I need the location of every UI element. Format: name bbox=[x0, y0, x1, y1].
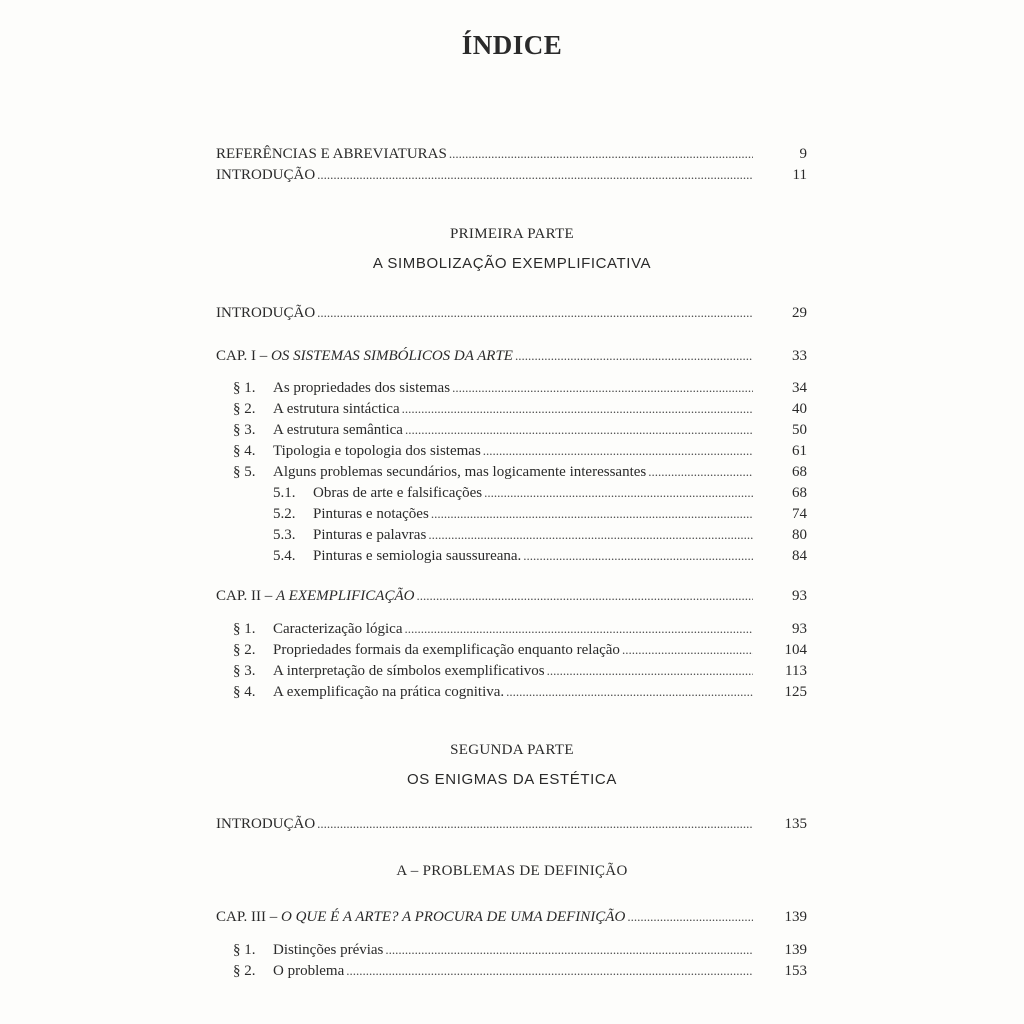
toc-entry-page: 33 bbox=[792, 348, 807, 364]
section-number: § 3. bbox=[233, 422, 256, 438]
section-label: O problema bbox=[273, 963, 345, 979]
toc-section[interactable] bbox=[233, 440, 807, 462]
toc-subsection[interactable] bbox=[273, 503, 807, 525]
section-number: § 5. bbox=[233, 464, 256, 480]
section-number: § 1. bbox=[233, 380, 256, 396]
section-label: A estrutura sintáctica bbox=[273, 401, 400, 417]
part-subtitle: OS ENIGMAS DA ESTÉTICA bbox=[407, 771, 617, 788]
leader-dots bbox=[515, 345, 753, 367]
section-label: Distinções prévias bbox=[273, 942, 384, 958]
toc-section[interactable] bbox=[233, 419, 807, 441]
toc-entry-page: 139 bbox=[784, 909, 807, 925]
chapter-prefix: CAP. I – bbox=[216, 348, 272, 364]
section-number: § 2. bbox=[233, 642, 256, 658]
leader-dots bbox=[416, 585, 753, 607]
toc-section[interactable] bbox=[233, 618, 807, 640]
leader-dots bbox=[622, 639, 753, 661]
toc-section[interactable] bbox=[233, 660, 807, 682]
toc-section[interactable] bbox=[233, 960, 807, 982]
section-page: 40 bbox=[792, 401, 807, 417]
leader-dots bbox=[405, 419, 753, 441]
section-label: As propriedades dos sistemas bbox=[273, 380, 451, 396]
toc-section[interactable] bbox=[233, 681, 807, 703]
section-page: 125 bbox=[784, 684, 807, 700]
chapter-label bbox=[216, 906, 625, 928]
chapter-title: A EXEMPLIFICAÇÃO bbox=[276, 588, 415, 604]
section-label: Tipologia e topologia dos sistemas bbox=[273, 443, 481, 459]
subsection-label: Pinturas e notações bbox=[313, 506, 429, 522]
leader-dots bbox=[449, 143, 753, 165]
toc-entry-page: 135 bbox=[784, 816, 807, 832]
section-page: 50 bbox=[792, 422, 807, 438]
chapter-label bbox=[216, 345, 513, 367]
toc-subsection[interactable] bbox=[273, 482, 807, 504]
subsection-number: 5.3. bbox=[273, 527, 296, 543]
section-number: § 1. bbox=[233, 942, 256, 958]
chapter-label bbox=[216, 585, 414, 607]
toc-section[interactable] bbox=[233, 461, 807, 483]
subsection-page: 84 bbox=[792, 548, 807, 564]
toc-entry-label: REFERÊNCIAS E ABREVIATURAS bbox=[216, 146, 447, 162]
page-title: ÍNDICE bbox=[461, 30, 563, 60]
section-number: § 4. bbox=[233, 684, 256, 700]
leader-dots bbox=[405, 618, 754, 640]
subsection-label: Obras de arte e falsificações bbox=[313, 485, 483, 501]
toc-subsection[interactable] bbox=[273, 524, 807, 546]
chapter-prefix: CAP. III – bbox=[216, 909, 282, 925]
toc-subsection[interactable] bbox=[273, 545, 807, 567]
subsection-page: 74 bbox=[792, 506, 807, 522]
leader-dots bbox=[317, 302, 753, 324]
toc-entry-label: INTRODUÇÃO bbox=[216, 305, 316, 321]
leader-dots bbox=[317, 813, 753, 835]
part-heading: PRIMEIRA PARTE bbox=[449, 226, 575, 242]
section-page: 34 bbox=[792, 380, 807, 396]
subsection-number: 5.2. bbox=[273, 506, 296, 522]
subsection-number: 5.4. bbox=[273, 548, 296, 564]
section-number: § 4. bbox=[233, 443, 256, 459]
toc-entry-part2-intro[interactable] bbox=[216, 813, 807, 835]
subsection-number: 5.1. bbox=[273, 485, 296, 501]
leader-dots bbox=[483, 440, 753, 462]
section-number: § 3. bbox=[233, 663, 256, 679]
toc-chapter-3[interactable] bbox=[216, 906, 807, 928]
toc-entry-page: 11 bbox=[792, 167, 807, 183]
leader-dots bbox=[547, 660, 753, 682]
toc-entry-page: 29 bbox=[792, 305, 807, 321]
section-label: A exemplificação na prática cognitiva. bbox=[273, 684, 505, 700]
section-label: Caracterização lógica bbox=[273, 621, 403, 637]
toc-entry-page: 93 bbox=[792, 588, 807, 604]
subsection-label: Pinturas e semiologia saussureana. bbox=[313, 548, 522, 564]
leader-dots bbox=[452, 377, 753, 399]
toc-section[interactable] bbox=[233, 398, 807, 420]
toc-entry-referencias[interactable] bbox=[216, 143, 807, 165]
subsection-page: 68 bbox=[792, 485, 807, 501]
leader-dots bbox=[506, 681, 753, 703]
subsection-label: Pinturas e palavras bbox=[313, 527, 427, 543]
section-page: 113 bbox=[785, 663, 807, 679]
section-label: A interpretação de símbolos exemplificativos bbox=[273, 663, 545, 679]
leader-dots bbox=[523, 545, 753, 567]
section-number: § 2. bbox=[233, 963, 256, 979]
section-label: Propriedades formais da exemplificação enquanto relação bbox=[273, 642, 620, 658]
subsection-page: 80 bbox=[792, 527, 807, 543]
section-page: 104 bbox=[784, 642, 807, 658]
section-label: A estrutura semântica bbox=[273, 422, 403, 438]
toc-entry-label: INTRODUÇÃO bbox=[216, 816, 316, 832]
section-number: § 2. bbox=[233, 401, 256, 417]
toc-section[interactable] bbox=[233, 639, 807, 661]
leader-dots bbox=[402, 398, 753, 420]
part-subtitle: A SIMBOLIZAÇÃO EXEMPLIFICATIVA bbox=[372, 255, 652, 272]
toc-section[interactable] bbox=[233, 377, 807, 399]
leader-dots bbox=[385, 939, 753, 961]
toc-entry-introducao[interactable] bbox=[216, 164, 807, 186]
toc-entry-page: 9 bbox=[799, 146, 807, 162]
section-page: 68 bbox=[792, 464, 807, 480]
chapter-title: O QUE É A ARTE? A PROCURA DE UMA DEFINIÇÃO bbox=[281, 909, 626, 925]
leader-dots bbox=[627, 906, 753, 928]
toc-entry-part1-intro[interactable] bbox=[216, 302, 807, 324]
chapter-title: OS SISTEMAS SIMBÓLICOS DA ARTE bbox=[271, 348, 513, 364]
section-page: 93 bbox=[792, 621, 807, 637]
leader-dots bbox=[431, 503, 753, 525]
toc-section[interactable] bbox=[233, 939, 807, 961]
toc-entry-label: INTRODUÇÃO bbox=[216, 167, 316, 183]
section-page: 153 bbox=[784, 963, 807, 979]
leader-dots bbox=[346, 960, 753, 982]
section-page: 139 bbox=[784, 942, 807, 958]
section-page: 61 bbox=[792, 443, 807, 459]
leader-dots bbox=[428, 524, 753, 546]
section-group-heading: A – PROBLEMAS DE DEFINIÇÃO bbox=[396, 863, 628, 879]
leader-dots bbox=[648, 461, 753, 483]
section-number: § 1. bbox=[233, 621, 256, 637]
chapter-prefix: CAP. II – bbox=[216, 588, 277, 604]
part-heading: SEGUNDA PARTE bbox=[450, 742, 574, 758]
toc-chapter-2[interactable] bbox=[216, 585, 807, 607]
leader-dots bbox=[484, 482, 753, 504]
toc-chapter-1[interactable] bbox=[216, 345, 807, 367]
section-label: Alguns problemas secundários, mas logicamente interessantes bbox=[273, 464, 647, 480]
leader-dots bbox=[317, 164, 753, 186]
